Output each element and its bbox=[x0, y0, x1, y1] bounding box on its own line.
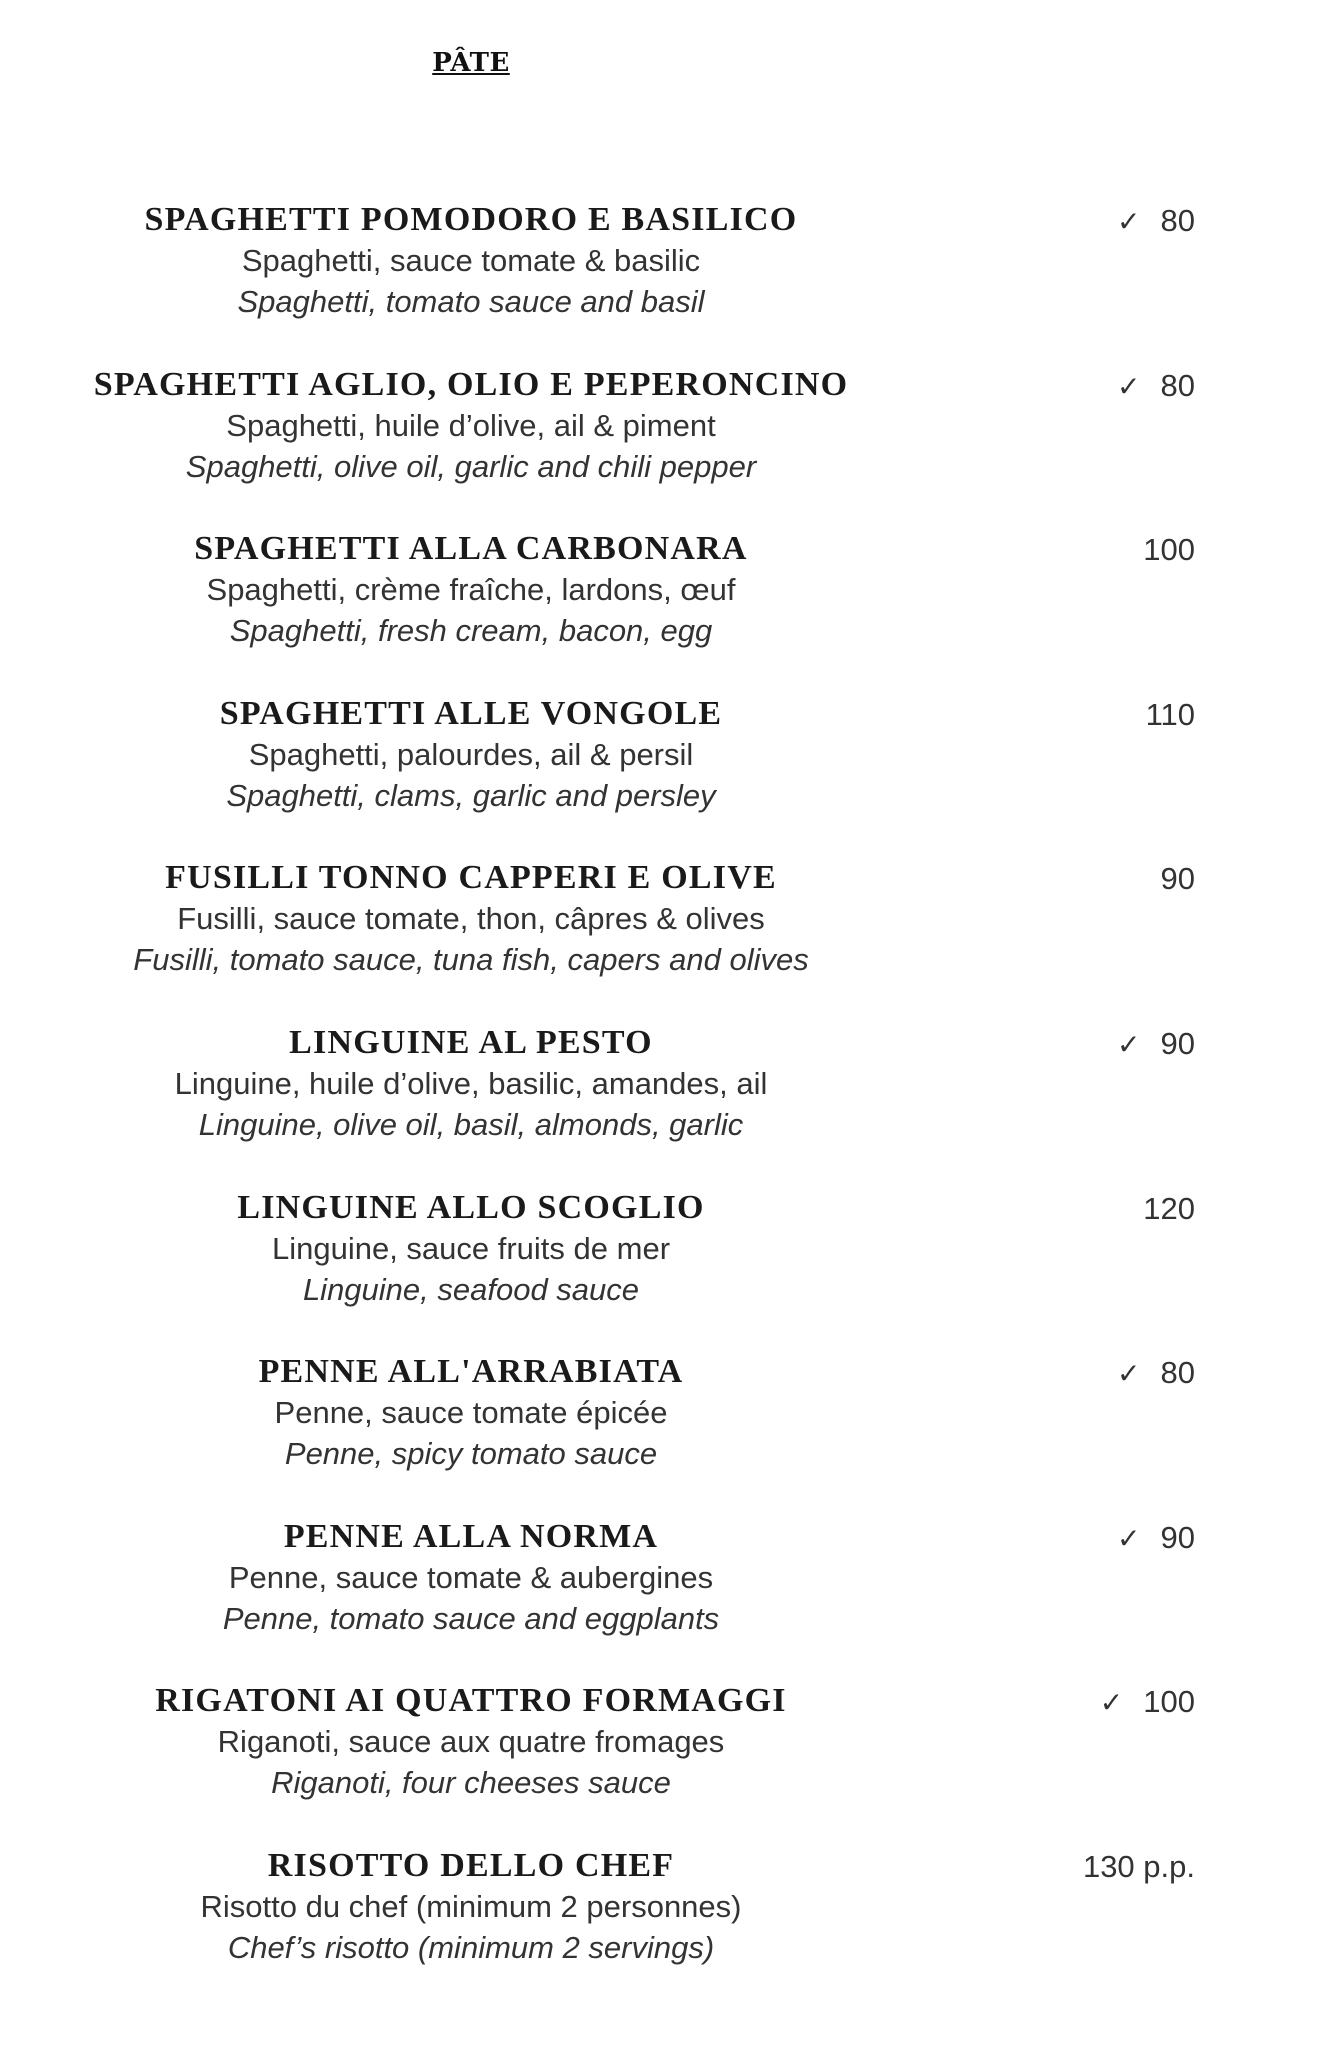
price-box bbox=[1143, 531, 1195, 569]
dish-description-fr: Linguine, sauce fruits de mer bbox=[271, 1231, 671, 1266]
dish-description-fr: Spaghetti, crème fraîche, lardons, œuf bbox=[206, 572, 736, 607]
dish-name: SPAGHETTI ALLA CARBONARA bbox=[194, 530, 748, 567]
price-box bbox=[1100, 1683, 1195, 1722]
price-box bbox=[1117, 1519, 1195, 1558]
price-box bbox=[1146, 696, 1195, 734]
dish-name: RIGATONI AI QUATTRO FORMAGGI bbox=[155, 1682, 787, 1719]
menu-item bbox=[0, 858, 1322, 1018]
vegetarian-check-icon: ✓ bbox=[1117, 1028, 1141, 1061]
vegetarian-check-icon: ✓ bbox=[1117, 1522, 1141, 1555]
menu-item bbox=[0, 1023, 1322, 1183]
menu-item-text bbox=[60, 1846, 882, 1968]
price-box bbox=[1143, 1190, 1195, 1228]
dish-description-fr: Spaghetti, huile d’olive, ail & piment bbox=[226, 408, 716, 443]
price-box bbox=[1117, 367, 1195, 406]
dish-description-en: Penne, tomato sauce and eggplants bbox=[222, 1601, 720, 1636]
dish-price: 80 bbox=[1160, 203, 1195, 238]
dish-name: RISOTTO DELLO CHEF bbox=[267, 1847, 675, 1884]
menu-item-text bbox=[60, 529, 882, 651]
menu-item-text bbox=[60, 1517, 882, 1639]
dish-name: SPAGHETTI ALLE VONGOLE bbox=[219, 695, 723, 732]
menu-item-text bbox=[60, 858, 882, 980]
dish-price: 110 bbox=[1145, 697, 1195, 732]
dish-price: 100 bbox=[1143, 1684, 1195, 1719]
dish-price: 80 bbox=[1160, 368, 1195, 403]
menu-item bbox=[0, 529, 1322, 689]
menu-item-text bbox=[60, 365, 882, 487]
price-box bbox=[1083, 1848, 1195, 1886]
dish-name: SPAGHETTI AGLIO, OLIO E PEPERONCINO bbox=[93, 366, 849, 403]
dish-description-fr: Penne, sauce tomate épicée bbox=[274, 1395, 668, 1430]
menu-item-text bbox=[60, 200, 882, 322]
dish-name: PENNE ALLA NORMA bbox=[283, 1518, 659, 1555]
dish-price: 90 bbox=[1160, 861, 1195, 896]
menu-item-text bbox=[60, 1681, 882, 1803]
dish-price: 130 p.p. bbox=[1082, 1849, 1195, 1884]
dish-price: 120 bbox=[1143, 1191, 1195, 1226]
dish-price: 80 bbox=[1160, 1355, 1195, 1390]
vegetarian-check-icon: ✓ bbox=[1117, 205, 1141, 238]
menu-item-text bbox=[60, 1023, 882, 1145]
vegetarian-check-icon: ✓ bbox=[1099, 1686, 1124, 1719]
dish-description-en: Chef’s risotto (minimum 2 servings) bbox=[227, 1930, 715, 1965]
dish-name: LINGUINE AL PESTO bbox=[289, 1024, 653, 1061]
dish-price: 90 bbox=[1160, 1026, 1195, 1061]
dish-price: 100 bbox=[1143, 532, 1195, 567]
menu-item bbox=[0, 1517, 1322, 1677]
price-box bbox=[1161, 860, 1195, 898]
dish-description-fr: Fusilli, sauce tomate, thon, câpres & olives bbox=[177, 901, 765, 936]
dish-description-fr: Linguine, huile d’olive, basilic, amandes, ail bbox=[174, 1066, 768, 1101]
dish-description-en: Spaghetti, fresh cream, bacon, egg bbox=[229, 613, 713, 648]
dish-description-fr: Riganoti, sauce aux quatre fromages bbox=[217, 1724, 725, 1759]
dish-description-en: Spaghetti, clams, garlic and persley bbox=[226, 778, 716, 813]
dish-name: PENNE ALL'ARRABIATA bbox=[258, 1353, 684, 1390]
menu-item bbox=[0, 1352, 1322, 1512]
dish-name: FUSILLI TONNO CAPPERI E OLIVE bbox=[165, 859, 777, 896]
menu-item bbox=[0, 200, 1322, 360]
price-box bbox=[1117, 1025, 1195, 1064]
dish-price: 90 bbox=[1160, 1520, 1195, 1555]
dish-description-fr: Penne, sauce tomate & aubergines bbox=[228, 1560, 714, 1595]
price-box bbox=[1117, 202, 1195, 241]
dish-description-fr: Risotto du chef (minimum 2 personnes) bbox=[200, 1889, 742, 1924]
menu-item-text bbox=[60, 694, 882, 816]
menu-item bbox=[0, 1846, 1322, 2006]
menu-item-text bbox=[60, 1188, 882, 1310]
price-box bbox=[1117, 1354, 1195, 1393]
dish-description-fr: Spaghetti, sauce tomate & basilic bbox=[241, 243, 701, 278]
menu-item-text bbox=[60, 1352, 882, 1474]
dish-description-en: Penne, spicy tomato sauce bbox=[284, 1436, 658, 1471]
dish-name: SPAGHETTI POMODORO E BASILICO bbox=[144, 201, 798, 238]
dish-description-en: Linguine, seafood sauce bbox=[302, 1272, 640, 1307]
section-title: PÂTE bbox=[432, 48, 510, 78]
vegetarian-check-icon: ✓ bbox=[1117, 370, 1141, 403]
dish-description-fr: Spaghetti, palourdes, ail & persil bbox=[248, 737, 694, 772]
dish-name: LINGUINE ALLO SCOGLIO bbox=[237, 1189, 705, 1226]
dish-description-en: Riganoti, four cheeses sauce bbox=[271, 1765, 671, 1800]
menu-item bbox=[0, 1188, 1322, 1348]
menu-item bbox=[0, 694, 1322, 854]
menu-item bbox=[0, 365, 1322, 525]
vegetarian-check-icon: ✓ bbox=[1117, 1357, 1141, 1390]
menu-item bbox=[0, 1681, 1322, 1841]
dish-description-en: Spaghetti, tomato sauce and basil bbox=[237, 284, 705, 319]
dish-description-en: Linguine, olive oil, basil, almonds, garlic bbox=[198, 1107, 744, 1142]
dish-description-en: Fusilli, tomato sauce, tuna fish, capers and olives bbox=[133, 942, 809, 977]
dish-description-en: Spaghetti, olive oil, garlic and chili pepper bbox=[185, 449, 757, 484]
